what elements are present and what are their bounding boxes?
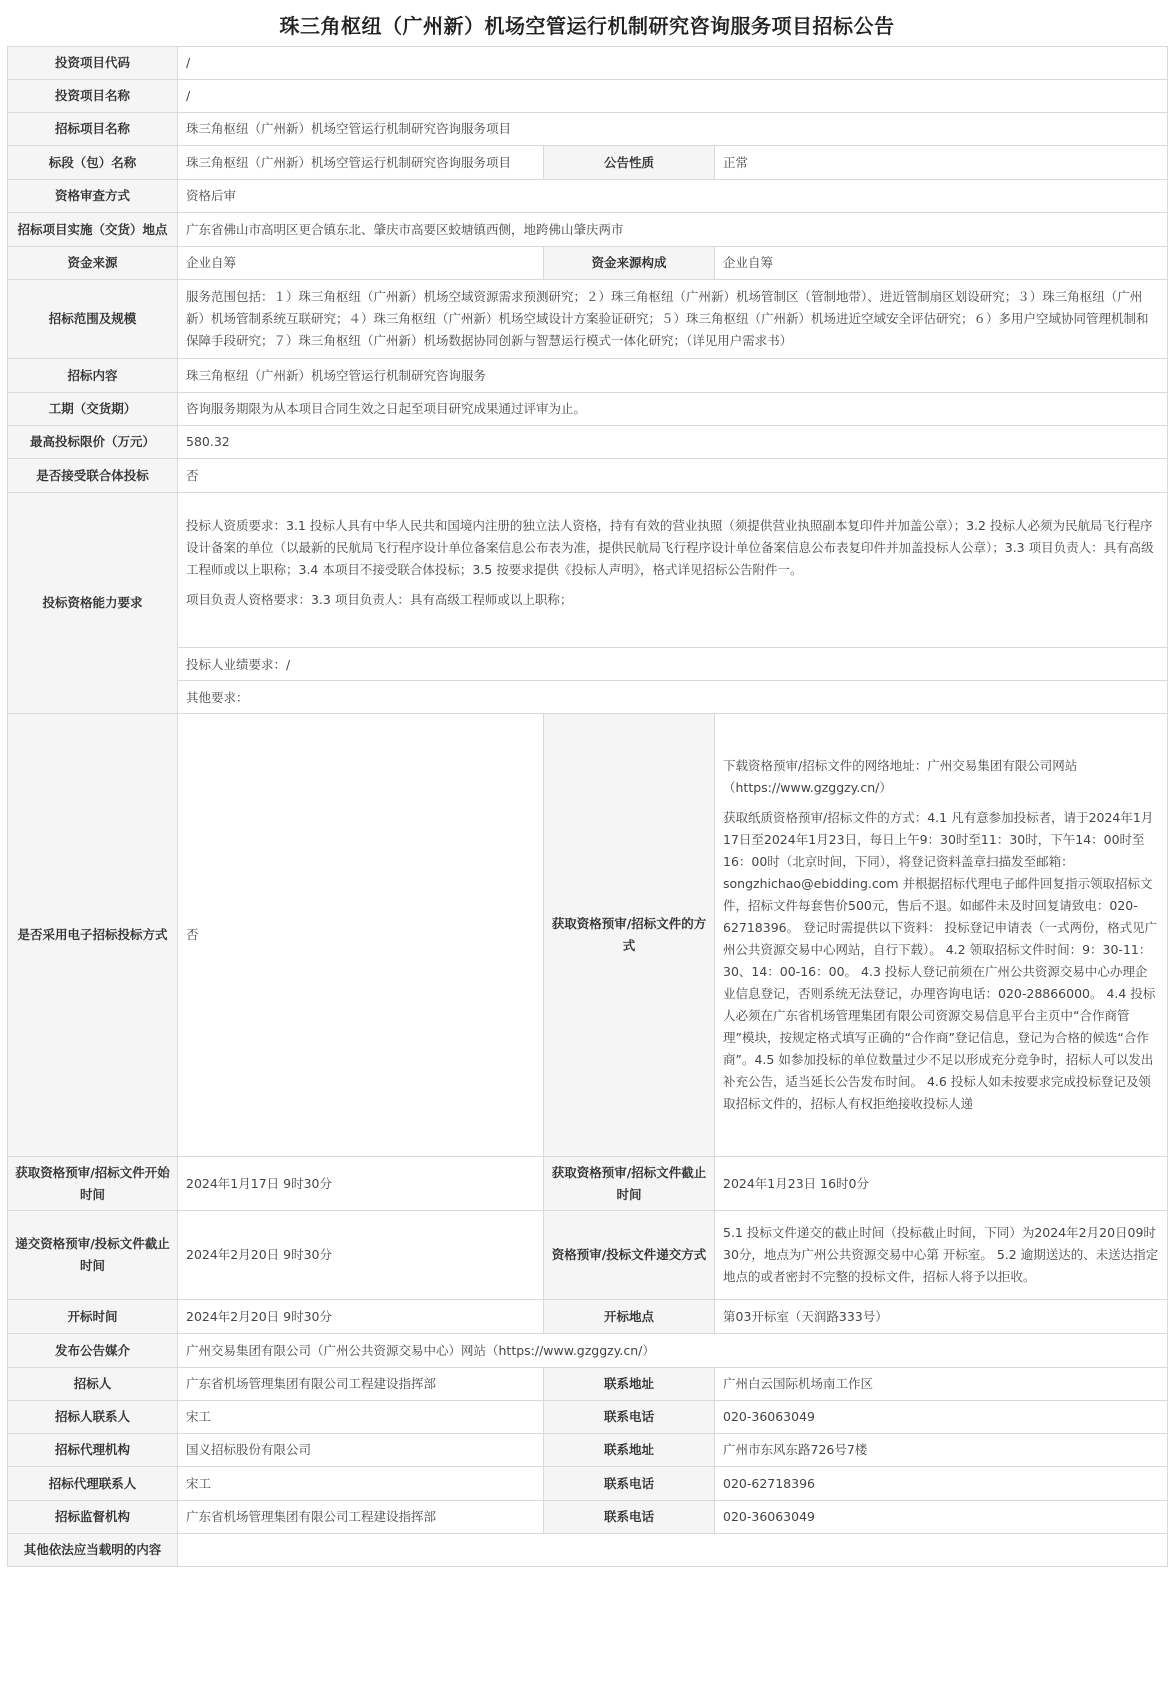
value-scope: 服务范围包括：１）珠三角枢纽（广州新）机场空域资源需求预测研究；２）珠三角枢纽（广州新）机场管制区（管制地带）、进近管制扇区划设研究；３）珠三角枢纽（广州新）机场管制系统互联研究；４）珠三角枢纽（广州新）机场空域设计方案验证研究；５）珠三角枢纽（广州新）机场进近空域安全评估研究；６）多用户空域协同管理机制和保障手段研究；７）珠三角枢纽（广州新）机场数据协同创新与智慧运行模式一体化研究；（详见用户需求书） (178, 280, 1168, 359)
label-other: 其他依法应当载明的内容 (8, 1534, 178, 1567)
label-doc-start: 获取资格预审/招标文件开始时间 (8, 1157, 178, 1211)
row-period (8, 393, 1168, 426)
value-agency: 国义招标股份有限公司 (178, 1434, 544, 1467)
notice-table (7, 46, 1168, 1567)
value-project-name: 珠三角枢纽（广州新）机场空管运行机制研究咨询服务项目 (178, 113, 1168, 146)
value-max-price: 580.32 (178, 426, 1168, 459)
row-doc-time (8, 1157, 1168, 1211)
label-doc-end: 获取资格预审/招标文件截止时间 (544, 1157, 715, 1211)
row-review-method (8, 180, 1168, 213)
label-fund-source: 资金来源 (8, 247, 178, 280)
row-qualification (8, 493, 1168, 714)
row-consortium (8, 459, 1168, 493)
label-project-name: 招标项目名称 (8, 113, 178, 146)
label-supervisor-phone: 联系电话 (544, 1501, 715, 1534)
label-electronic: 是否采用电子招标投标方式 (8, 714, 178, 1157)
label-notice-nature: 公告性质 (544, 146, 715, 180)
value-period: 咨询服务期限为从本项目合同生效之日起至项目研究成果通过评审为止。 (178, 393, 1168, 426)
row-submit (8, 1211, 1168, 1300)
value-supervisor: 广东省机场管理集团有限公司工程建设指挥部 (178, 1501, 544, 1534)
label-invest-name: 投资项目名称 (8, 80, 178, 113)
label-tenderer-address: 联系地址 (544, 1368, 715, 1401)
row-project-name (8, 113, 1168, 146)
label-qualification: 投标资格能力要求 (8, 493, 178, 714)
manager-qualification-text: 项目负责人资格要求：3.3 项目负责人：具有高级工程师或以上职称； (186, 592, 573, 607)
row-agency-contact (8, 1467, 1168, 1501)
label-section-name: 标段（包）名称 (8, 146, 178, 180)
row-tenderer (8, 1368, 1168, 1401)
label-agency: 招标代理机构 (8, 1434, 178, 1467)
bidder-qualification-text: 投标人资质要求：3.1 投标人具有中华人民共和国境内注册的独立法人资格，持有有效的营业执照（须提供营业执照副本复印件并加盖公章）；3.2 投标人必须为民航局飞行程序设计备案的单位（以最新的民航局飞行程序设计单位备案信息公布表为准，提供民航局飞行程序设计单位备案信息公布表复印件并加盖投标人公章）；3.3 项目负责人：具有高级工程师或以上职称；3.4 本项目不接受联合体投标；3.5 按要求提供《投标人声明》，格式详见招标公告附件一。 (186, 518, 1154, 577)
value-invest-code: / (178, 47, 1168, 80)
label-media: 发布公告媒介 (8, 1334, 178, 1368)
label-supervisor: 招标监督机构 (8, 1501, 178, 1534)
value-tenderer-address: 广州白云国际机场南工作区 (715, 1368, 1168, 1401)
download-address-text: 下载资格预审/招标文件的网络地址：广州交易集团有限公司网站（https://www.gzggzy.cn/） (723, 758, 1078, 795)
value-doc-method (715, 714, 1168, 1157)
value-invest-name: / (178, 80, 1168, 113)
value-fund-source: 企业自筹 (178, 247, 544, 280)
row-content (8, 359, 1168, 393)
label-submit-method: 资格预审/投标文件递交方式 (544, 1211, 715, 1300)
row-other (8, 1534, 1168, 1567)
label-location: 招标项目实施（交货）地点 (8, 213, 178, 247)
label-tenderer: 招标人 (8, 1368, 178, 1401)
label-opening-time: 开标时间 (8, 1300, 178, 1334)
label-agency-contact: 招标代理联系人 (8, 1467, 178, 1501)
value-submit-method: 5.1 投标文件递交的截止时间（投标截止时间，下同）为2024年2月20日09时30分，地点为广州公共资源交易中心第 开标室。 5.2 逾期送达的、未送达指定地点的或者密封不完整的投标文件，招标人将予以拒收。 (715, 1211, 1168, 1300)
row-electronic (8, 714, 1168, 1157)
row-location (8, 213, 1168, 247)
qualification-block (178, 493, 1167, 647)
performance-requirement: 投标人业绩要求：/ (178, 647, 1167, 680)
value-other (178, 1534, 1168, 1567)
label-consortium: 是否接受联合体投标 (8, 459, 178, 493)
value-agency-contact: 宋工 (178, 1467, 544, 1501)
row-agency (8, 1434, 1168, 1467)
row-invest-name (8, 80, 1168, 113)
label-fund-structure: 资金来源构成 (544, 247, 715, 280)
value-submit-deadline: 2024年2月20日 9时30分 (178, 1211, 544, 1300)
row-max-price (8, 426, 1168, 459)
row-tenderer-contact (8, 1401, 1168, 1434)
value-electronic: 否 (178, 714, 544, 1157)
row-supervisor (8, 1501, 1168, 1534)
label-period: 工期（交货期） (8, 393, 178, 426)
other-requirement: 其他要求： (178, 680, 1167, 713)
label-max-price: 最高投标限价（万元） (8, 426, 178, 459)
label-invest-code: 投资项目代码 (8, 47, 178, 80)
page-title: 珠三角枢纽（广州新）机场空管运行机制研究咨询服务项目招标公告 (279, 14, 895, 38)
label-doc-method: 获取资格预审/招标文件的方式 (544, 714, 715, 1157)
value-doc-end: 2024年1月23日 16时0分 (715, 1157, 1168, 1211)
value-tenderer-contact: 宋工 (178, 1401, 544, 1434)
label-opening-place: 开标地点 (544, 1300, 715, 1334)
qualification-details (178, 493, 1168, 714)
value-location: 广东省佛山市高明区更合镇东北、肇庆市高要区蛟塘镇西侧，地跨佛山肇庆两市 (178, 213, 1168, 247)
row-scope (8, 280, 1168, 359)
value-consortium: 否 (178, 459, 1168, 493)
value-media: 广州交易集团有限公司（广州公共资源交易中心）网站（https://www.gzggzy.cn/） (178, 1334, 1168, 1368)
value-section-name: 珠三角枢纽（广州新）机场空管运行机制研究咨询服务项目 (178, 146, 544, 180)
value-review-method: 资格后审 (178, 180, 1168, 213)
label-tenderer-contact: 招标人联系人 (8, 1401, 178, 1434)
value-agency-address: 广州市东风东路726号7楼 (715, 1434, 1168, 1467)
label-agency-address: 联系地址 (544, 1434, 715, 1467)
value-opening-time: 2024年2月20日 9时30分 (178, 1300, 544, 1334)
row-fund-source (8, 247, 1168, 280)
row-media (8, 1334, 1168, 1368)
row-section-name (8, 146, 1168, 180)
label-submit-deadline: 递交资格预审/投标文件截止时间 (8, 1211, 178, 1300)
label-content: 招标内容 (8, 359, 178, 393)
value-notice-nature: 正常 (715, 146, 1168, 180)
value-content: 珠三角枢纽（广州新）机场空管运行机制研究咨询服务 (178, 359, 1168, 393)
value-agency-phone: 020-62718396 (715, 1467, 1168, 1501)
label-tenderer-phone: 联系电话 (544, 1401, 715, 1434)
label-agency-phone: 联系电话 (544, 1467, 715, 1501)
value-tenderer: 广东省机场管理集团有限公司工程建设指挥部 (178, 1368, 544, 1401)
value-opening-place: 第03开标室（天润路333号） (715, 1300, 1168, 1334)
value-fund-structure: 企业自筹 (715, 247, 1168, 280)
row-invest-code (8, 47, 1168, 80)
value-supervisor-phone: 020-36063049 (715, 1501, 1168, 1534)
label-review-method: 资格审查方式 (8, 180, 178, 213)
label-scope: 招标范围及规模 (8, 280, 178, 359)
value-doc-start: 2024年1月17日 9时30分 (178, 1157, 544, 1211)
value-tenderer-phone: 020-36063049 (715, 1401, 1168, 1434)
row-opening (8, 1300, 1168, 1334)
paper-doc-text: 获取纸质资格预审/招标文件的方式：4.1 凡有意参加投标者，请于2024年1月17日至2024年1月23日，每日上午9：30时至11：30时，下午14：00时至16：00时（北京时间，下同），将登记资料盖章扫描发至邮箱：songzhichao@ebidding.com 并根据招标代理电子邮件回复指示领取招标文件，招标文件每套售价500元，售后不退。如邮件未及时回复请致电：020-62718396。 登记时需提供以下资料： 投标登记申请表（一式两份，格式见广州公共资源交易中心网站，自行下载）。 4.2 领取招标文件时间：9：30-11：30、14：00-16：00。 4.3 投标人登记前须在广州公共资源交易中心办理企业信息登记，否则系统无法登记，办理咨询电话：020-28866000。 4.4 投标人必须在广东省机场管理集团有限公司资源交易信息平台主页中“合作商管理”模块，按规定格式填写正确的“合作商”登记信息，登记为合格的候选“合作商”。4.5 如参加投标的单位数量过少不足以形成充分竞争时，招标人可以发出补充公告，适当延长公告发布时间。 4.6 投标人如未按要求完成投标登记及领取招标文件的，招标人有权拒绝接收投标人递 (723, 810, 1158, 1111)
